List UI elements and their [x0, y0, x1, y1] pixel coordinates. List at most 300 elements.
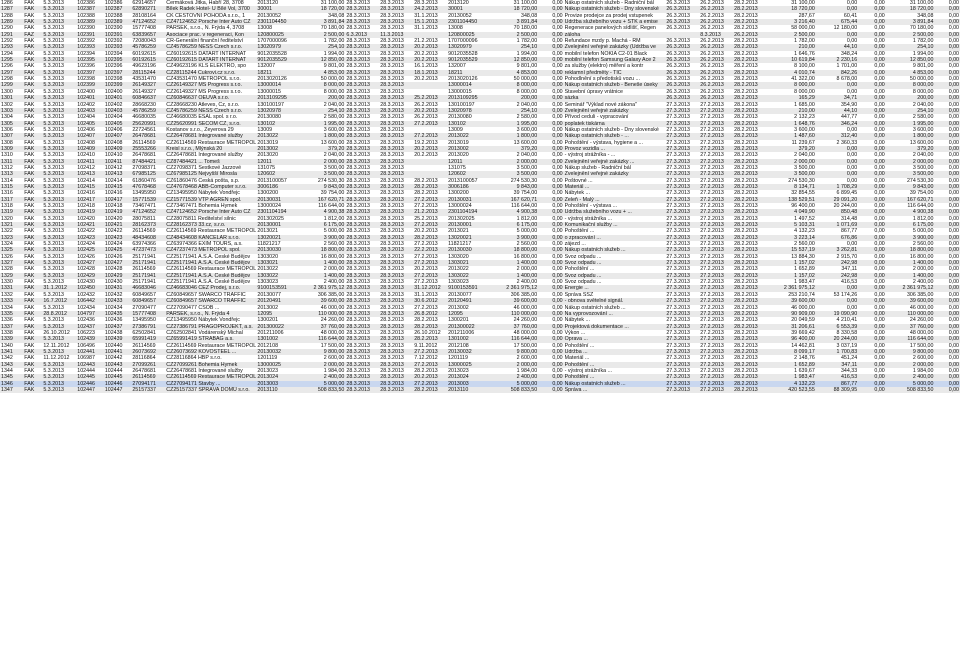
table-cell: 5.3.2013	[43, 164, 64, 171]
table-cell: 110 000,00	[492, 311, 539, 317]
table-cell: 11.3.2013	[379, 32, 413, 38]
table-cell: 1303021	[256, 260, 298, 266]
table-cell: 0,00	[538, 121, 563, 127]
table-cell: 274 530,30	[317, 177, 345, 184]
table-cell: 1707000096	[257, 38, 287, 45]
table-cell: 2013023	[257, 367, 279, 374]
table-cell: 0,00	[816, 82, 858, 88]
table-cell: 676,86	[816, 235, 858, 241]
table-cell: 1 487,60	[767, 133, 816, 139]
table-cell: 4 900,38	[492, 209, 539, 215]
table-cell: 116 644,00	[886, 336, 935, 342]
table-cell: 20130030	[256, 247, 298, 253]
table-cell: 27.3.2013	[666, 329, 690, 336]
table-cell: 5 103,31	[767, 222, 816, 228]
table-cell: 3 500,00	[516, 164, 538, 171]
table-cell: 12 850,00	[886, 57, 935, 63]
table-cell: 28.3.2013	[345, 374, 379, 380]
table-cell: 13000015	[448, 88, 472, 95]
table-cell: 28.3.2013	[380, 291, 404, 298]
table-cell: 13008	[257, 25, 273, 32]
table-cell: 28.2.2013	[733, 82, 767, 88]
table-cell: 28075811	[132, 215, 156, 222]
table-cell: 0,00	[948, 279, 959, 286]
table-cell: 50 000,00	[909, 76, 934, 83]
table-cell: 12 180,00	[833, 25, 858, 32]
table-cell: 1 782,00	[912, 38, 934, 45]
table-cell: 28.2.2013	[734, 152, 758, 159]
table-cell: 2 000,00	[299, 362, 346, 368]
table-cell: 28.3.2013	[379, 285, 413, 291]
table-cell: 102406	[104, 126, 123, 133]
table-cell: 1336	[1, 317, 13, 324]
table-cell: 28.3.2013	[345, 197, 379, 203]
table-cell: 102399	[76, 82, 104, 88]
table-cell: 28.3.2013	[379, 171, 413, 177]
table-cell: 2013109295	[256, 95, 298, 101]
table-cell: 0,00	[858, 298, 886, 304]
table-cell: 0,00	[874, 367, 885, 374]
table-cell: FAK	[23, 381, 42, 387]
table-cell: 0,00	[858, 273, 886, 279]
table-cell: 2 132,23	[794, 114, 815, 121]
table-cell: FAK	[24, 164, 35, 171]
table-cell: 0,00	[934, 95, 960, 101]
table-cell: 1335	[0, 311, 23, 317]
table-cell: 0,00	[858, 19, 886, 25]
table-cell: 210,00	[767, 44, 816, 50]
table-cell: 47124652	[131, 209, 165, 215]
table-cell: 0,00	[552, 355, 563, 362]
table-cell: 5.3.2013	[43, 266, 64, 273]
table-cell: 26.3.2013	[666, 50, 690, 57]
table-cell: 8 000,00	[794, 88, 815, 95]
table-cell: 1302	[1, 101, 13, 108]
table-cell: 344,33	[840, 367, 858, 374]
table-cell: 1292	[1, 38, 13, 45]
table-cell: CZ26114569 Restaurace METROPOL	[166, 139, 257, 146]
table-cell: 102417	[104, 197, 132, 203]
table-cell: 20130001	[447, 222, 492, 228]
table-cell: 28.2.2013	[734, 177, 758, 184]
table-cell: 13000025	[256, 362, 298, 368]
table-cell: 0,00	[948, 12, 959, 19]
table-cell: 60846637	[131, 95, 165, 101]
table-cell: 28.2.2013	[734, 304, 758, 311]
table-cell: Nábytek ...	[564, 317, 590, 324]
table-cell: CZ25620991 SECOM CZ, s.r.o.	[165, 121, 256, 127]
table-cell: 27.3.2013	[665, 197, 699, 203]
table-cell: Svoz odpadu ...	[564, 273, 666, 279]
table-cell: 3 600,00	[516, 126, 538, 133]
table-cell: 1 652,89	[794, 266, 815, 273]
table-cell: FAK	[24, 279, 35, 286]
table-cell: 0,00	[874, 177, 885, 184]
table-cell: 0,00	[874, 215, 885, 222]
table-cell: 48 000,00	[909, 329, 934, 336]
table-cell: 26.3.2013	[666, 12, 690, 19]
table-cell: 2013022	[257, 266, 279, 273]
table-cell: 102446	[76, 381, 104, 387]
table-cell: 0,00	[948, 215, 959, 222]
table-cell: 0,00	[858, 381, 886, 387]
table-cell: Nákup ostatních služeb ...	[564, 304, 626, 311]
table-cell: 102395	[76, 57, 104, 63]
table-cell: 88 309,95	[816, 387, 858, 393]
table-cell: 102443	[104, 362, 132, 368]
table-cell: 102404	[77, 114, 95, 121]
table-cell: 28.3.2013	[379, 235, 413, 241]
table-cell: 28.3.2013	[379, 209, 413, 215]
table-cell: 5.3.2013	[42, 146, 76, 152]
table-cell: 0,00	[934, 349, 960, 355]
table-cell: 1291	[0, 32, 23, 38]
table-cell: 0,00	[858, 247, 886, 253]
table-cell: 0,00	[934, 387, 960, 393]
table-cell: 26.2.2013	[699, 57, 733, 63]
table-cell: 1314	[1, 177, 13, 184]
table-cell: 27.3.2013	[666, 139, 690, 146]
table-cell: 130102	[256, 121, 298, 127]
table-cell: 28.2.2013	[733, 108, 767, 114]
table-cell: 2 400,00	[516, 279, 538, 286]
table-cell: 102432	[77, 291, 95, 298]
table-cell: FAK	[24, 139, 35, 146]
table-cell: FAK	[24, 215, 35, 222]
table-cell: FAK	[24, 177, 35, 184]
table-cell: 28.2.2013	[413, 324, 447, 330]
table-cell: 0,00	[874, 152, 885, 159]
table-cell: 379,20	[492, 146, 539, 152]
table-cell: 28.3.2013	[346, 88, 370, 95]
table-cell: 9100153591	[256, 285, 298, 291]
table-cell: 102403	[76, 108, 104, 114]
table-cell: 0,00	[948, 203, 959, 209]
table-cell: 25157337	[131, 387, 165, 393]
table-cell: FAK	[24, 63, 35, 70]
table-cell: 28.3.2013	[345, 44, 379, 50]
table-cell: 0,00	[538, 362, 563, 368]
table-cell: 102434	[77, 304, 95, 311]
table-cell: 1310	[1, 152, 13, 159]
table-cell: CZ25171941 A.S.A. České Budějov	[166, 253, 251, 260]
table-cell: 1331	[0, 285, 23, 291]
table-cell: PARSEK, s.r.o., N. Frýda 4	[165, 311, 256, 317]
table-cell: 131075	[257, 164, 276, 171]
table-cell: 46680035	[132, 114, 156, 121]
table-cell: 27.3.2013	[665, 381, 699, 387]
table-cell: 102423	[104, 235, 132, 241]
table-cell: 60849657	[131, 298, 165, 304]
table-cell: 1329	[0, 273, 23, 279]
table-cell: 0,00	[934, 298, 960, 304]
table-cell: 28.2.2013	[734, 266, 758, 273]
table-cell: 102424	[77, 241, 95, 248]
table-cell: Seminář "Výklad nové zákona"	[564, 101, 637, 108]
table-cell: 28.3.2013	[379, 324, 413, 330]
table-cell: 0,00	[552, 367, 563, 374]
table-cell: 28.2.2013	[733, 133, 767, 139]
table-cell: 13020978	[447, 108, 492, 114]
table-cell: 8.3.2013	[699, 32, 733, 38]
table-cell: 0,00	[874, 317, 885, 324]
table-cell: 28.3.2013	[380, 215, 404, 222]
table-cell: 27.2.2013	[699, 146, 733, 152]
table-cell: FAK	[23, 6, 42, 12]
table-cell: 102387	[76, 6, 104, 12]
table-cell: 5.3.2013	[42, 19, 76, 25]
table-cell: 0,00	[816, 6, 858, 12]
table-cell: 5.3.2013	[43, 241, 64, 248]
table-cell: - výstroj strážníka - ...	[564, 152, 616, 159]
table-cell: 3 600,00	[323, 126, 345, 133]
table-cell: 12.11.2012	[43, 342, 70, 349]
table-cell: 0,00	[948, 177, 959, 184]
table-cell: CZ28075811 Ředitelství silnic	[166, 215, 236, 222]
table-cell: 200,00	[299, 95, 346, 101]
table-cell: CZ61860476 Česká pošta, s.p.	[166, 177, 240, 184]
table-cell: 27.2.2013	[700, 101, 724, 108]
table-cell: 27.2.2013	[699, 387, 733, 393]
table-cell: 28.3.2013	[379, 260, 413, 266]
table-cell: 2013021	[257, 228, 279, 235]
table-cell: 3 600,00	[794, 126, 815, 133]
table-cell: 26.3.2013	[665, 57, 699, 63]
table-cell: CZ26073692 KOVOSTEEL ...	[165, 349, 256, 355]
table-cell: 18 800,00	[492, 247, 539, 253]
table-cell: Nákup ostatních služeb - ...	[564, 133, 666, 139]
table-cell: 102419	[104, 209, 132, 215]
table-cell: 2 500,00	[492, 32, 539, 38]
table-cell: 102398	[77, 76, 95, 83]
table-cell: CZ65991419 STRABAG a.s.	[165, 336, 256, 342]
table-cell: 28.3.2013	[345, 19, 379, 25]
table-cell: 28.2.2013	[734, 279, 758, 286]
table-cell: 45786259	[131, 108, 165, 114]
table-cell: 11 239,67	[791, 139, 815, 146]
table-cell: 2 040,00	[912, 101, 934, 108]
table-cell: 28.3.2013	[379, 362, 413, 368]
table-cell: 27090477	[132, 304, 156, 311]
table-cell: 31.1.2012	[42, 285, 76, 291]
table-cell: 2013120	[257, 0, 279, 6]
table-cell: 102410	[77, 152, 95, 159]
table-cell: 102431	[104, 285, 132, 291]
table-cell: 45786259	[131, 44, 165, 50]
table-cell: 26.2.2013	[699, 44, 733, 50]
table-cell: 0,00	[858, 285, 886, 291]
table-cell: 1304	[1, 114, 13, 121]
table-cell: 1328	[1, 266, 13, 273]
table-cell: 39 600,00	[492, 298, 539, 304]
table-cell: 67985125	[131, 171, 165, 177]
table-cell: CZ48434608 KANCELÁŘ s.r.o.	[165, 235, 256, 241]
table-cell: 0,00	[858, 108, 886, 114]
table-cell: 5 000,00	[323, 228, 345, 235]
table-cell: Nákup ostatních služeb - Radniční bál	[564, 0, 654, 6]
table-cell: 28.3.2013	[345, 285, 379, 291]
table-cell: Stavební úpravy vrátnice	[564, 88, 623, 95]
table-cell: 102435	[104, 311, 132, 317]
table-cell: CZ47237473 METROPOL spol.	[165, 247, 256, 253]
table-cell: CZ26478681 Integrované služby	[165, 133, 256, 139]
table-cell: 3 223,14	[767, 235, 816, 241]
table-cell: 26.3.2013	[665, 6, 699, 12]
table-cell: 26.3.2013	[666, 25, 690, 32]
table-cell: 0,00	[934, 32, 960, 38]
table-cell: 5.3.2013	[42, 362, 76, 368]
table-cell: 28.2.2013	[734, 228, 758, 235]
table-cell: 2 040,00	[794, 152, 815, 159]
table-cell: 254,10	[492, 44, 539, 50]
table-cell: 24 260,00	[320, 317, 345, 324]
table-cell: FAK	[24, 25, 35, 32]
table-cell: 5.3.2013	[43, 126, 64, 133]
table-cell: 27.2.2013	[700, 291, 724, 298]
table-cell: 5.3.2013	[42, 184, 76, 190]
table-cell: 27.2.2013	[699, 121, 733, 127]
table-cell: 102388	[104, 12, 123, 19]
table-cell: 63974366	[132, 241, 156, 248]
table-cell: 306 385,00	[906, 291, 934, 298]
table-cell: 26.2.2013	[699, 6, 733, 12]
table-cell: 0,00	[552, 114, 563, 121]
table-cell: 3 500,00	[492, 171, 539, 177]
table-cell: FAK	[23, 184, 42, 190]
table-cell: 0,00	[874, 279, 885, 286]
table-cell: mobilní telefon Samsung Galaxy Ace 2	[564, 57, 666, 63]
table-cell: 1 782,00	[516, 38, 538, 45]
table-cell: 27.2.2013	[700, 329, 724, 336]
table-cell: 1303	[0, 108, 23, 114]
table-cell: 20.2.2013	[413, 44, 447, 50]
table-cell: 2013109295	[447, 95, 492, 101]
table-cell: 0,00	[538, 197, 563, 203]
table-cell: 13 600,00	[909, 139, 934, 146]
table-cell: 0,00	[948, 0, 959, 6]
table-cell: 1321	[0, 222, 23, 228]
table-cell: 27.2.2013	[699, 108, 733, 114]
table-cell: 5.3.2013	[43, 190, 64, 197]
table-cell: 21.2.2013	[414, 38, 438, 45]
table-cell: 28.3.2013	[346, 177, 370, 184]
table-cell: CZ25171941 A.S.A. České Budějov	[165, 273, 256, 279]
table-cell: 31.1.2013	[414, 12, 438, 19]
table-cell: 0,00	[858, 260, 886, 266]
table-cell: 1295	[0, 57, 23, 63]
table-cell: 28.2.2013	[734, 203, 758, 209]
table-cell: 0,00	[874, 76, 885, 83]
table-cell: 3 500,00	[299, 171, 346, 177]
table-cell: 2013019	[257, 139, 279, 146]
table-cell: 28.3.2013	[345, 95, 379, 101]
table-cell: 13495950	[132, 190, 156, 197]
table-cell: 28.2.2013	[414, 190, 438, 197]
table-cell: 28.2.2013	[733, 298, 767, 304]
table-cell: FAK	[23, 19, 42, 25]
table-cell: 27.3.2013	[666, 152, 690, 159]
table-cell: 0,00	[846, 164, 858, 171]
table-cell: 26.2.2013	[414, 114, 438, 121]
table-cell: 9012035528	[257, 50, 287, 57]
table-cell: FAK	[23, 171, 42, 177]
table-cell: 0,00	[858, 324, 886, 330]
table-cell: 26.3.2013	[666, 76, 690, 83]
table-cell: 28.2.2013	[734, 126, 758, 133]
table-cell: 13009	[448, 126, 463, 133]
table-cell: 46 000,00	[791, 304, 815, 311]
table-cell: 5 000,00	[492, 381, 539, 387]
table-cell: 28.3.2013	[379, 70, 413, 76]
table-cell: 28.2.2013	[734, 101, 758, 108]
table-cell: 0,00	[948, 329, 959, 336]
table-cell: 28.2.2013	[414, 367, 438, 374]
table-cell: 5.3.2013	[42, 336, 76, 342]
table-cell: 20130001	[256, 222, 298, 228]
table-cell: 102437	[76, 324, 104, 330]
table-cell: 0,00	[538, 171, 563, 177]
table-cell: Na vyprovozování ...	[564, 311, 666, 317]
table-cell: 1308	[1, 139, 13, 146]
table-cell: 8 000,00	[492, 82, 539, 88]
table-cell: 18 720,00	[886, 6, 935, 12]
table-cell: FAK	[23, 374, 42, 380]
table-cell: 0,00	[538, 133, 563, 139]
table-cell: 0,00	[948, 50, 959, 57]
table-cell: 2 040,00	[912, 152, 934, 159]
table-cell: 16.7.2012	[42, 298, 76, 304]
table-cell: 2013020	[257, 152, 279, 159]
table-cell: 28.3.2013	[346, 317, 370, 324]
table-cell: FAK	[23, 285, 42, 291]
table-cell: 37 760,00	[492, 324, 539, 330]
table-cell: 842,26	[816, 70, 858, 76]
table-cell: 0,00	[538, 19, 563, 25]
table-cell: 72080043	[132, 38, 156, 45]
table-cell: 28.2.2013	[733, 19, 767, 25]
table-cell: 2 400,00	[323, 279, 345, 286]
table-cell: 2013019	[448, 139, 469, 146]
table-cell: 200,00	[886, 95, 935, 101]
table-cell: 28.2.2013	[413, 235, 447, 241]
table-cell: 28.3.2013	[346, 241, 370, 248]
table-cell: 1 782,00	[323, 38, 345, 45]
table-cell: 110 000,00	[886, 311, 935, 317]
table-cell: 28.3.2013	[346, 279, 370, 286]
table-cell: 5.3.2013	[43, 50, 64, 57]
table-cell: 26114569	[131, 374, 165, 380]
table-cell: 5.3.2013	[43, 177, 64, 184]
table-cell: Projektová dokumentace ...	[564, 324, 666, 330]
table-cell: sázka	[564, 95, 666, 101]
table-cell: CZ15771539 VTP AGREN spol.	[165, 197, 256, 203]
table-cell: 0,00	[538, 260, 563, 266]
table-cell: 28.3.2013	[345, 273, 379, 279]
table-cell: 102440	[104, 342, 123, 349]
table-cell: 8 000,00	[886, 82, 935, 88]
table-cell: 28.3.2013	[345, 222, 379, 228]
table-cell: Pohoštění - výstava, hygiene a ...	[564, 139, 643, 146]
table-cell: CZ26114569 Restaurace METROPOL	[166, 228, 257, 235]
table-cell: 5 000,00	[516, 228, 538, 235]
table-cell: 348,08	[521, 12, 538, 19]
table-cell: 3 216,40	[767, 19, 816, 25]
table-cell: 1318	[1, 203, 13, 209]
table-cell: 1 995,00	[299, 121, 346, 127]
table-cell: 28.3.2013	[380, 317, 404, 324]
table-cell: 0,00	[948, 291, 959, 298]
table-cell: 28.3.2013	[346, 25, 370, 32]
